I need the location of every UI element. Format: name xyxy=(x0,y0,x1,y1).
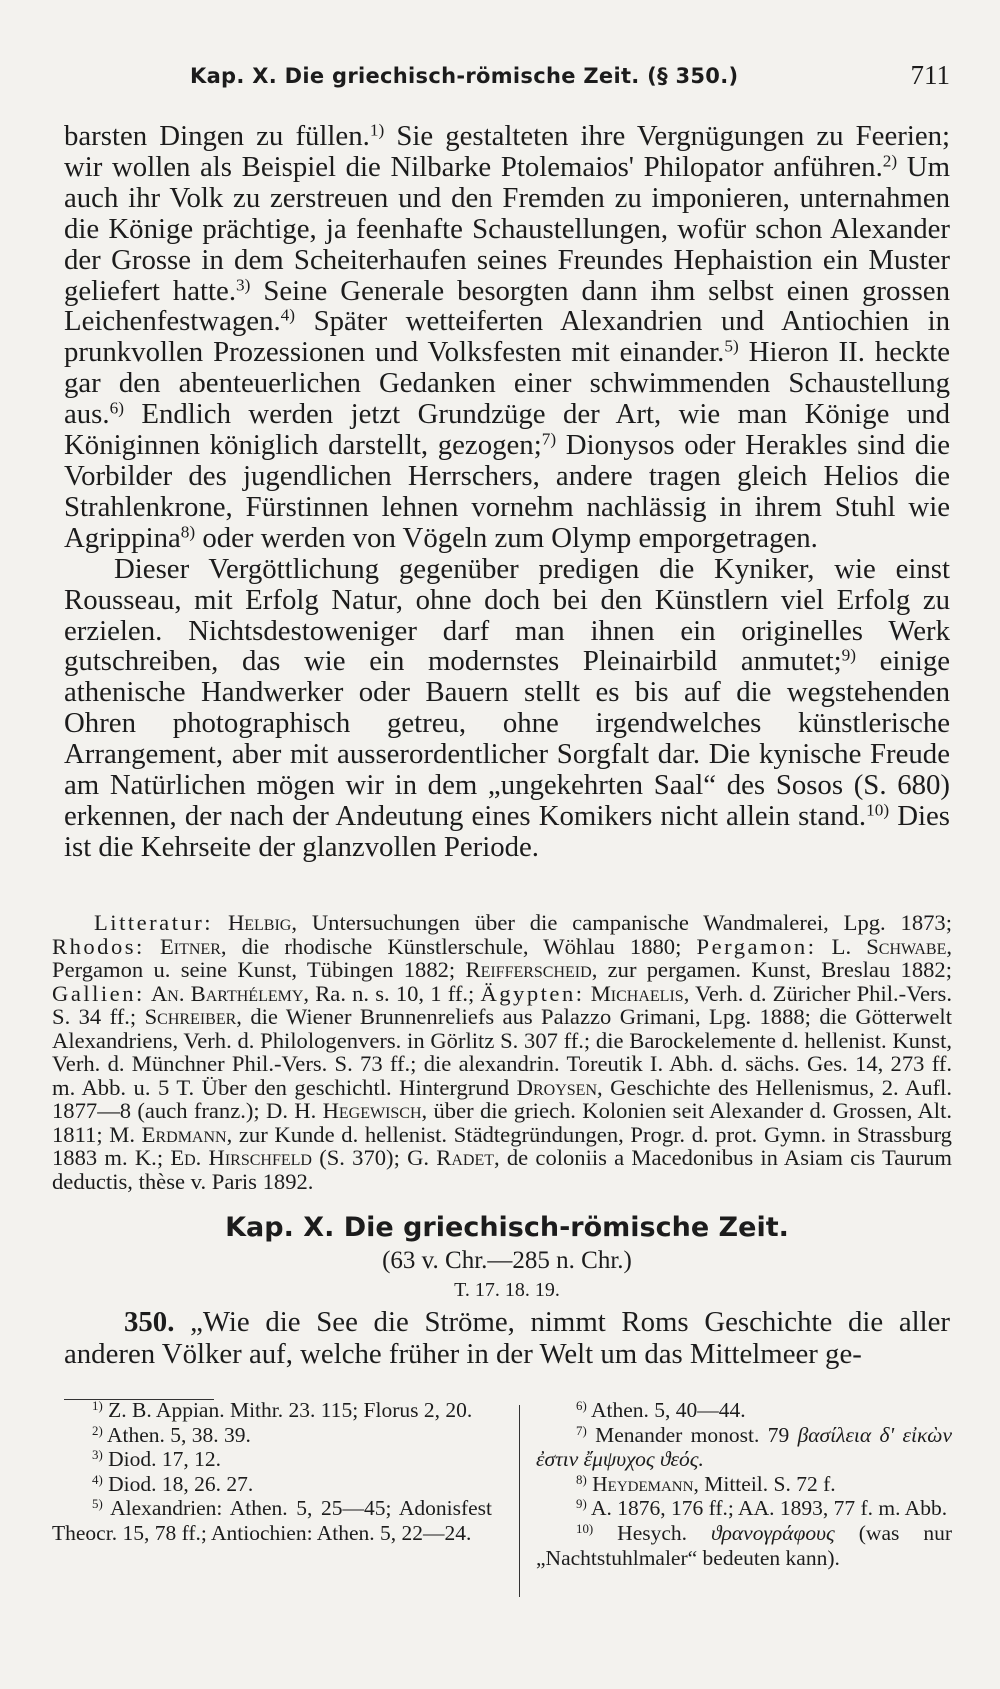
section-350 xyxy=(64,1306,950,1370)
text-run: Endlich werden jetzt Grundzüge der Art, wie man Könige und Königinnen königlich darstellt, gezogen; xyxy=(64,398,950,462)
chapter-dates: (63 v. Chr.—285 n. Chr.) xyxy=(382,1247,632,1274)
text-run: Um auch ihr Volk zu zerstreuen und den Fremden zu imponieren, unternahmen die Könige prächtige, ja feenhafte Schaustellungen, wofür schon Alexander der Grosse in dem Scheiterhaufen seines Freundes Hephaistion ein Muster geliefert hatte. xyxy=(64,150,950,307)
footnote-text: Diod. 18, 26. 27. xyxy=(102,1471,254,1496)
text-run xyxy=(145,934,160,959)
text-run: , Untersuchungen über die campanische Wandmalerei, Lpg. 1873; xyxy=(291,910,952,935)
page-header xyxy=(190,54,950,104)
text-run: Seine Generale besorgten dann ihm selbst einen grossen Leichenfestwagen. xyxy=(64,274,950,338)
footnote-text: Hesych. xyxy=(593,1520,712,1545)
footnote-number: 6) xyxy=(576,1398,587,1413)
chapter-heading xyxy=(64,1210,950,1304)
section-number: 350. xyxy=(124,1306,175,1338)
author-name: An. Barthélemy xyxy=(150,980,304,1006)
literature-paragraph xyxy=(52,911,952,1193)
topic-label: Gallien: xyxy=(52,980,145,1006)
text-run: Hieron II. heckte gar den abenteuerlichen Gedanken einer schwimmenden Schaustellung aus. xyxy=(64,336,950,431)
chapter-plates: T. 17. 18. 19. xyxy=(454,1279,560,1301)
author-name: Erdmann xyxy=(141,1121,227,1147)
footnote xyxy=(52,1447,492,1472)
text-run: , zur pergamen. Kunst, Breslau 1882; xyxy=(591,957,952,982)
text-run: Dionysos oder Herakles sind die Vorbilder des jugendlichen Herrschers, andere tragen gleich Helios die Strahlenkrone, Fürstinnen lehnen vornehm nachlässig in ihrem Stuhl wie Agrippina xyxy=(64,429,950,554)
text-run: „Wie die See die Ströme, nimmt Roms Geschichte die aller anderen Völker auf, welche früher in der Welt um das Mittelmeer ge- xyxy=(64,1306,950,1370)
topic-label: Pergamon: xyxy=(696,933,817,959)
text-run xyxy=(817,934,832,959)
literature-label: Litteratur: xyxy=(94,910,214,935)
text-run: (S. 370); G. xyxy=(311,1145,437,1170)
footnote-text: , Mitteil. S. 72 f. xyxy=(693,1471,836,1496)
paragraph xyxy=(64,1306,950,1370)
text-run: , die Wiener Brunnenreliefs aus Palazzo Grimani, Lpg. 1888; die Götterwelt Alexandriens, Verh. d. Philologenvers. in Görlitz S. 307 ff.; die Barockelemente d. hellenist. Kunst, Verh. d. Münchner Phil.-Vers. S. 73 ff.; die alexandrin. Toreutik I. Abh. d. sächs. Ges. 14, 273 ff. m. Abb. u. 5 T. Über den geschichtl. Hintergrund xyxy=(52,1004,952,1100)
footnote-ref: 3) xyxy=(236,275,251,295)
footnote-text: Athen. 5, 40—44. xyxy=(586,1398,746,1422)
footnote-ref: 6) xyxy=(109,398,124,418)
footnote-number: 10) xyxy=(576,1521,594,1536)
footnote-number: 8) xyxy=(576,1472,587,1487)
author-name: Reifferscheid xyxy=(465,957,592,982)
text-run: Dieser Vergöttlichung gegenüber predigen die Kyniker, wie einst Rousseau, mit Erfolg Natur, ohne doch bei den Künstlern viel Erfolg zu erzielen. Nichtsdestoweniger darf man ihnen ein originelles Werk gutschreiben, das wie ein modernstes Pleinairbild anmutet; xyxy=(64,552,950,678)
text-run: Später wetteiferten Alexandrien und Antiochien in prunkvollen Prozessionen und Volksfesten mit einander. xyxy=(64,305,950,369)
footnote-text: Z. B. Appian. Mithr. 23. 115; Florus 2, 20. xyxy=(102,1398,473,1422)
text-run xyxy=(213,910,228,935)
footnote-ref: 10) xyxy=(866,800,890,820)
author-name: Heydemann xyxy=(592,1471,694,1496)
footnote-ref: 8) xyxy=(180,522,196,542)
text-run: Sie gestalteten ihre Vergnügungen zu Feerien; wir wollen als Beispiel die Nilbarke Ptolemaios' Philopator anführen. xyxy=(64,120,950,183)
author-name: Helbig xyxy=(227,910,292,935)
text-run: , Pergamon u. seine Kunst, Tübingen 1882; xyxy=(52,933,952,982)
footnote xyxy=(536,1472,952,1497)
author-name: Schreiber xyxy=(144,1004,237,1029)
footnote-ref: 2) xyxy=(882,151,898,171)
footnote-text: Menander monost. 79 xyxy=(586,1422,798,1447)
text-run: oder werden von Vögeln zum Olymp emporgetragen. xyxy=(195,521,818,554)
footnote-number: 1) xyxy=(92,1398,103,1413)
footnote-text: Athen. 5, 38. 39. xyxy=(102,1422,251,1447)
footnote-text: A. 1876, 176 ff.; AA. 1893, 77 f. m. Abb. xyxy=(586,1496,948,1521)
footnote-text: Alexandrien: Athen. 5, 25—45; Adonisfest Theocr. 15, 78 ff.; Antiochien: Athen. 5, 22—24. xyxy=(52,1496,492,1545)
footnotes-right-column xyxy=(536,1398,952,1570)
running-head: Kap. X. Die griechisch-römische Zeit. (§ 350.) xyxy=(190,64,739,88)
main-text xyxy=(64,121,950,863)
author-name: Ed. Hirschfeld xyxy=(170,1145,312,1170)
text-run: , Verh. d. Züricher Phil.-Vers. S. 34 ff.; xyxy=(52,980,952,1029)
footnote xyxy=(52,1472,492,1497)
author-name: Eitner xyxy=(159,933,221,959)
paragraph xyxy=(64,554,950,863)
chapter-title: Kap. X. Die griechisch-römische Zeit. xyxy=(225,1212,789,1243)
text-run: , de coloniis a Macedonibus in Asiam cis Taurum deductis, thèse v. Paris 1892. xyxy=(52,1145,952,1194)
footnote xyxy=(52,1496,492,1545)
greek-word: ϑρανογράφους xyxy=(711,1520,835,1545)
footnote-ref: 5) xyxy=(724,336,739,356)
footnotes-left-column xyxy=(52,1398,492,1546)
footnote xyxy=(536,1398,952,1423)
footnote xyxy=(536,1521,952,1570)
author-name: Hegewisch xyxy=(322,1098,422,1123)
footnote-ref: 7) xyxy=(541,429,557,449)
footnote-number: 9) xyxy=(576,1497,587,1512)
page-number: 711 xyxy=(910,60,950,90)
topic-label: Rhodos: xyxy=(52,933,145,959)
footnote-number: 5) xyxy=(92,1497,103,1512)
text-run: , über die griech. Kolonien seit Alexander d. Grossen, Alt. 1811; M. xyxy=(52,1098,952,1147)
text-run: einige athenische Handwerker oder Bauern stellt es bis auf die wegstehenden Ohren photographisch getreu, ohne irgendwelches künstlerische Arrangement, aber mit ausserordentlicher Sorgfalt dar. Die kynische Freude am Natürlichen mögen wir in dem „ungekehrten Saal“ des Sosos (S. 680) erkennen, der nach der Andeutung eines Komikers nicht allein stand. xyxy=(64,645,951,832)
literature-block xyxy=(52,911,952,1193)
footnote-ref: 1) xyxy=(369,120,385,140)
text-run: , Ra. n. s. 10, 1 ff.; xyxy=(303,980,481,1006)
text-run: , zur Kunde d. hellenist. Städtegründungen, Progr. d. prot. Gymn. in Strassburg 1883 m. K.; xyxy=(52,1121,952,1170)
footnote-ref: 4) xyxy=(280,305,296,325)
author-name: Radet xyxy=(436,1145,494,1170)
author-name: Droysen xyxy=(516,1074,597,1100)
footnote-number: 7) xyxy=(576,1423,587,1438)
footnote-number: 3) xyxy=(92,1448,103,1463)
paragraph xyxy=(64,121,950,554)
footnote-column-divider xyxy=(519,1405,520,1597)
text-run: , die rhodische Künstlerschule, Wöhlau 1880; xyxy=(220,933,697,959)
footnote xyxy=(52,1423,492,1448)
footnote-number: 4) xyxy=(92,1472,103,1487)
author-name: L. Schwabe xyxy=(831,933,947,959)
footnote xyxy=(536,1496,952,1521)
footnote-number: 2) xyxy=(92,1423,103,1438)
author-name: Michaelis xyxy=(590,980,684,1006)
text-run: , Geschichte des Hellenismus, 2. Aufl. 1877—8 (auch franz.); D. H. xyxy=(52,1074,952,1123)
text-run: barsten Dingen zu füllen. xyxy=(64,120,370,152)
footnote-text: (was nur „Nachtstuhlmaler“ bedeuten kann). xyxy=(536,1520,952,1570)
footnote-text: Diod. 17, 12. xyxy=(102,1447,221,1472)
text-run: Dies ist die Kehrseite der glanzvollen Periode. xyxy=(64,799,951,863)
topic-label: Ägypten: xyxy=(480,980,585,1006)
footnote xyxy=(52,1398,492,1423)
footnote-ref: 9) xyxy=(841,645,856,665)
footnote xyxy=(536,1423,952,1472)
greek-quote: βασίλεια δ' εἰκὼν ἐστιν ἔμψυχος ϑεός. xyxy=(536,1422,952,1472)
